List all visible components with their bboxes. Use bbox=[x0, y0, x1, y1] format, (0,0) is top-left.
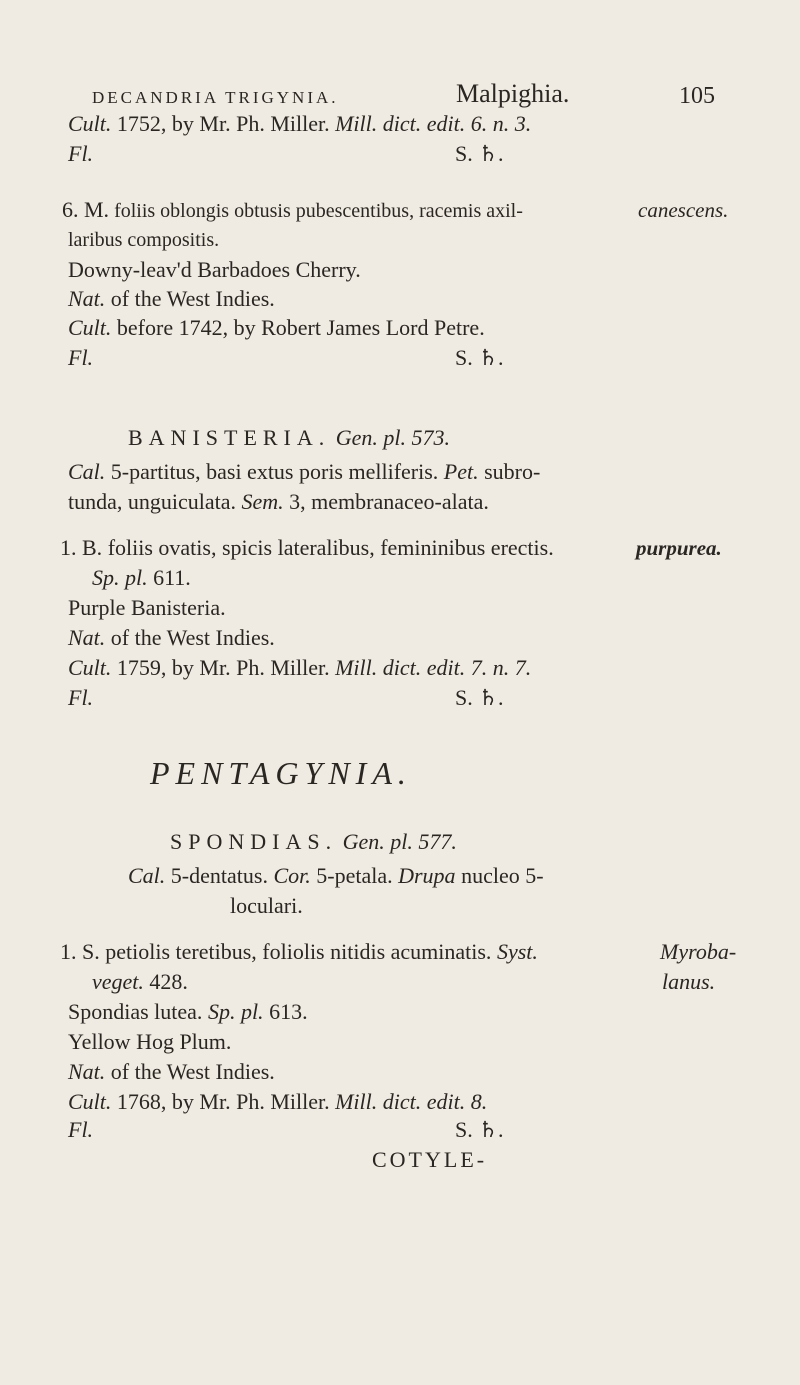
line2-text: tunda, unguiculata. bbox=[68, 489, 242, 514]
genera-ref: Gen. pl. 573. bbox=[330, 425, 451, 450]
spondias-fl-value: S. ♄. bbox=[455, 1117, 504, 1142]
cor-label: Cor. bbox=[273, 863, 311, 888]
catchword: COTYLE- bbox=[372, 1147, 488, 1172]
cal-label: Cal. bbox=[68, 459, 106, 484]
spondias-genus-line bbox=[170, 828, 457, 856]
cult-label: Cult. bbox=[68, 655, 112, 680]
entry5-fl-label: Fl. bbox=[68, 141, 94, 166]
cult-label: Cult. bbox=[68, 1089, 112, 1114]
spondias-english-name: Yellow Hog Plum. bbox=[68, 1029, 232, 1054]
spondias-epithet-line2: lanus. bbox=[662, 969, 716, 994]
genus-name: BANISTERIA. bbox=[128, 425, 331, 450]
entry6-diagnosis-line2: laribus compositis. bbox=[68, 229, 220, 251]
species-diagnosis: foliis ovatis, spicis lateralibus, femininibus erectis. bbox=[102, 535, 554, 560]
entry6-nat-line bbox=[68, 285, 275, 313]
spondias-loculari: loculari. bbox=[230, 893, 303, 918]
drupa-label: Drupa bbox=[398, 863, 456, 888]
spondias-nat-line bbox=[68, 1058, 275, 1086]
banisteria-english-name: Purple Banisteria. bbox=[68, 595, 226, 620]
cult-text: before 1742, by Robert James Lord Petre. bbox=[111, 315, 485, 340]
cal-label: Cal. bbox=[128, 863, 166, 888]
cult-label: Cult. bbox=[68, 111, 112, 136]
pentagynia-heading: PENTAGYNIA. bbox=[150, 755, 412, 791]
veget-label: veget. bbox=[92, 969, 144, 994]
entry6-number: 6. M. bbox=[62, 197, 110, 222]
sp-page: 613. bbox=[263, 999, 308, 1024]
cult-text: 1768, by Mr. Ph. Miller. bbox=[111, 1089, 336, 1114]
banisteria-species-diagnosis bbox=[60, 534, 554, 562]
sp-page: 611. bbox=[147, 565, 191, 590]
sem-label: Sem. bbox=[241, 489, 284, 514]
genus-header: Malpighia. bbox=[456, 79, 570, 108]
banisteria-fl-value: S. ♄. bbox=[455, 685, 504, 710]
genera-ref: Gen. pl. 577. bbox=[337, 829, 457, 854]
spondias-calyx-line bbox=[128, 862, 544, 890]
species-number: 1. S. bbox=[60, 939, 100, 964]
nat-label: Nat. bbox=[68, 1059, 106, 1084]
entry6-english-name: Downy-leav'd Barbadoes Cherry. bbox=[68, 257, 361, 282]
entry6-fl-label: Fl. bbox=[68, 345, 94, 370]
spondias-cult-line bbox=[68, 1088, 487, 1116]
drupa-text: nucleo 5- bbox=[455, 863, 544, 888]
nat-label: Nat. bbox=[68, 625, 106, 650]
running-title: DECANDRIA TRIGYNIA. bbox=[92, 88, 339, 107]
nat-text: of the West Indies. bbox=[105, 625, 275, 650]
cult-text: 1759, by Mr. Ph. Miller. bbox=[111, 655, 336, 680]
sp-ref: Sp. pl. bbox=[207, 999, 264, 1024]
banisteria-calyx-line bbox=[68, 458, 540, 486]
latin-name: Spondias lutea. bbox=[68, 999, 208, 1024]
spondias-latin-name-line bbox=[68, 998, 308, 1026]
cult-ref: Mill. dict. edit. 7. n. 7. bbox=[335, 655, 532, 680]
pet-text: subro- bbox=[478, 459, 541, 484]
banisteria-epithet: purpurea. bbox=[636, 536, 722, 560]
spondias-epithet-line1: Myroba- bbox=[660, 939, 737, 964]
nat-text: of the West Indies. bbox=[105, 1059, 275, 1084]
sem-text: 3, membranaceo-alata. bbox=[283, 489, 489, 514]
genus-name: SPONDIAS. bbox=[170, 829, 338, 854]
entry6-diagnosis: foliis oblongis obtusis pubescentibus, racemis axil- bbox=[109, 200, 523, 222]
banisteria-genus-line bbox=[128, 424, 450, 452]
cult-ref: Mill. dict. edit. 6. n. 3. bbox=[335, 111, 532, 136]
entry6-diagnosis-line1 bbox=[62, 196, 523, 225]
banisteria-fl-label: Fl. bbox=[68, 685, 94, 710]
cal-text: 5-partitus, basi extus poris melliferis. bbox=[105, 459, 444, 484]
banisteria-seed-line bbox=[68, 488, 489, 516]
banisteria-cult-line bbox=[68, 654, 531, 682]
species-diagnosis: petiolis teretibus, foliolis nitidis acuminatis. bbox=[99, 939, 497, 964]
cult-label: Cult. bbox=[68, 315, 112, 340]
spondias-fl-label: Fl. bbox=[68, 1117, 94, 1142]
sp-ref: Sp. pl. bbox=[92, 565, 148, 590]
cal-text: 5-dentatus. bbox=[165, 863, 274, 888]
entry5-cult-line bbox=[68, 110, 531, 138]
entry6-cult-line bbox=[68, 314, 485, 342]
species-number: 1. B. bbox=[60, 535, 103, 560]
page-number: 105 bbox=[679, 83, 715, 109]
cor-text: 5-petala. bbox=[310, 863, 399, 888]
entry6-fl-value: S. ♄. bbox=[455, 345, 504, 370]
pet-label: Pet. bbox=[443, 459, 479, 484]
entry6-epithet: canescens. bbox=[638, 198, 729, 222]
spondias-species-diagnosis bbox=[60, 938, 538, 966]
syst-ref: Syst. bbox=[496, 939, 538, 964]
nat-label: Nat. bbox=[68, 286, 106, 311]
cult-text: 1752, by Mr. Ph. Miller. bbox=[111, 111, 336, 136]
nat-text: of the West Indies. bbox=[105, 286, 275, 311]
spondias-veget-ref bbox=[92, 968, 188, 996]
veget-page: 428. bbox=[143, 969, 188, 994]
banisteria-nat-line bbox=[68, 624, 275, 652]
entry5-fl-value: S. ♄. bbox=[455, 141, 504, 166]
banisteria-sp-ref bbox=[92, 564, 191, 592]
cult-ref: Mill. dict. edit. 8. bbox=[335, 1089, 488, 1114]
